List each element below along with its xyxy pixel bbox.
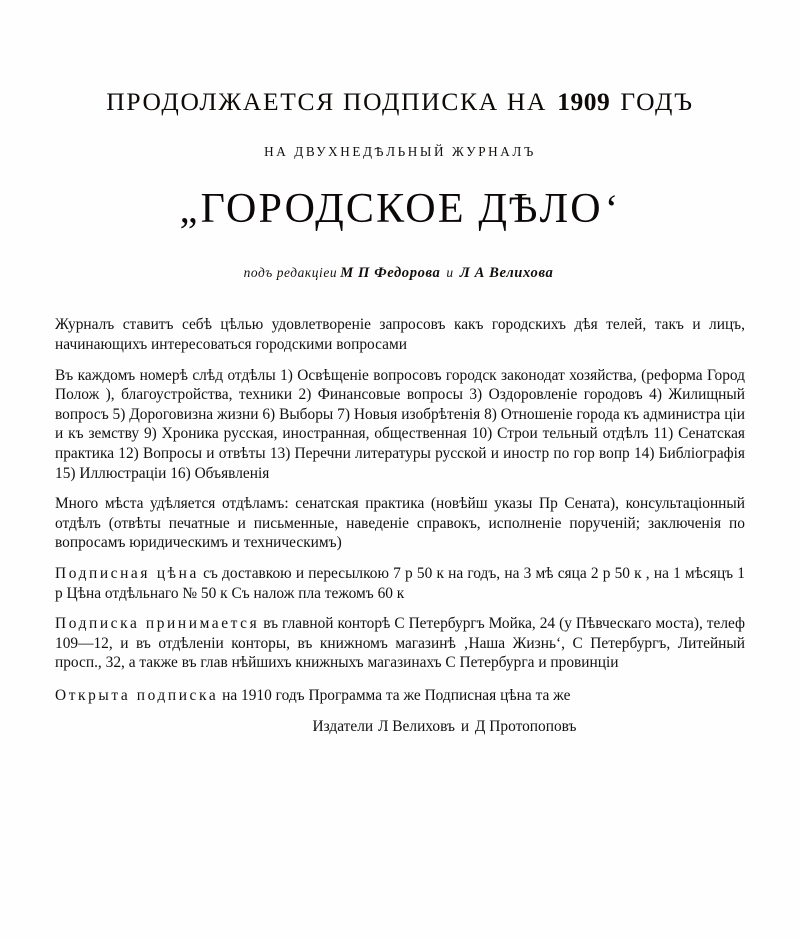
price-rest: съ доставкою и пересылкою 7 р 50 к на годъ, на 3 мѣ сяца 2 р 50 к , на 1 мѣсяцъ 1 р Цѣна отдѣльнаго № 50 к Съ налож пла тежомъ 60 к [55, 564, 746, 602]
publisher-one: Л Велиховъ [378, 717, 455, 735]
title-before-year: ПРОДОЛЖАЕТСЯ ПОДПИСКА НА [106, 87, 548, 116]
next-year-rest: на 1910 годъ Программа та же Подписная цѣна та же [222, 686, 571, 704]
publishers-lead: Издатели [312, 717, 374, 735]
paragraph-purpose: Журналъ ставитъ себѣ цѣлью удовлетворенiе запросовъ какъ городскихъ дѣя телей, такъ и лицъ, начинающихъ интересоваться городскими вопросами [55, 316, 745, 353]
publisher-two: Д Протопоповъ [474, 717, 577, 735]
page-title [0, 88, 800, 116]
title-after-year: ГОДЪ [620, 87, 694, 116]
subtitle: НА ДВУХНЕДѢЛЬНЫЙ ЖУРНАЛЪ [264, 144, 536, 160]
paragraph-departments: Много мѣста удѣляется отдѣламъ: сенатская практика (новѣйш указы Пр Сената), консультаціонный отдѣлъ (отвѣты печатные и письменные, наведеніе справокъ, исполненіе порученій; заключенія по вопросамъ юридическимъ и техническимъ) [55, 495, 745, 552]
paragraph-next-year [55, 686, 745, 706]
quote-open: „ [179, 186, 200, 232]
editor-one: М П Федорова [340, 265, 441, 282]
editors-conjunction: и [446, 265, 454, 281]
masthead [0, 0, 800, 282]
next-year-lead: Открыта подписка [55, 686, 219, 704]
editor-two: Л А Велихова [459, 265, 554, 282]
editors-line [0, 265, 800, 282]
price-lead: Подписная цѣна [55, 564, 199, 582]
paragraph-sections: Въ каждомъ номерѣ слѣд отдѣлы 1) Освѣщеніе вопросовъ городск законодат хозяйства, (реформа Город Полож ), благоустройства, техники 2) Финансовые вопросы 3) Оздоровленіе городовъ 4) Жилищный вопросъ 5) Дороговизна жизни 6) Выборы 7) Новыя изобрѣтенія 8) Отношеніе города къ администра ціи и къ земству 9) Хроника русская, иностранная, общественная 10) Строи тельный отдѣлъ 11) Сенатская практика 12) Вопросы и отвѣты 13) Перечни литературы русской и иностр по гор вопр 14) Библіографія 15) Иллюстраціи 16) Объявленія [55, 366, 745, 482]
publishers-conjunction: и [460, 717, 470, 735]
journal-name-text: ГОРОДСКОЕ ДѢЛО [200, 186, 603, 233]
paragraph-price [55, 564, 745, 603]
paragraph-subscribe [55, 614, 745, 673]
journal-name [0, 187, 800, 232]
subscription-year: 1909 [557, 87, 611, 116]
subscribe-rest: въ главной конторѣ С Петербургъ Мойка, 24 (у Пѣвческаго моста), телеф 109—12, и въ отдѣленіи конторы, въ книжномъ магазинѣ ‚Наша Жизнь‘, С Петербургъ, Литейный просп., 32, а также въ глав нѣйшихъ книжныхъ магазинахъ С Петербурга и провинціи [55, 615, 745, 672]
publishers-line [55, 717, 745, 737]
subscribe-lead: Подписка принимается [55, 615, 260, 633]
quote-close: ‘ [604, 186, 621, 232]
editors-lead: подъ редакціеи [243, 265, 338, 281]
body-copy [55, 282, 745, 736]
